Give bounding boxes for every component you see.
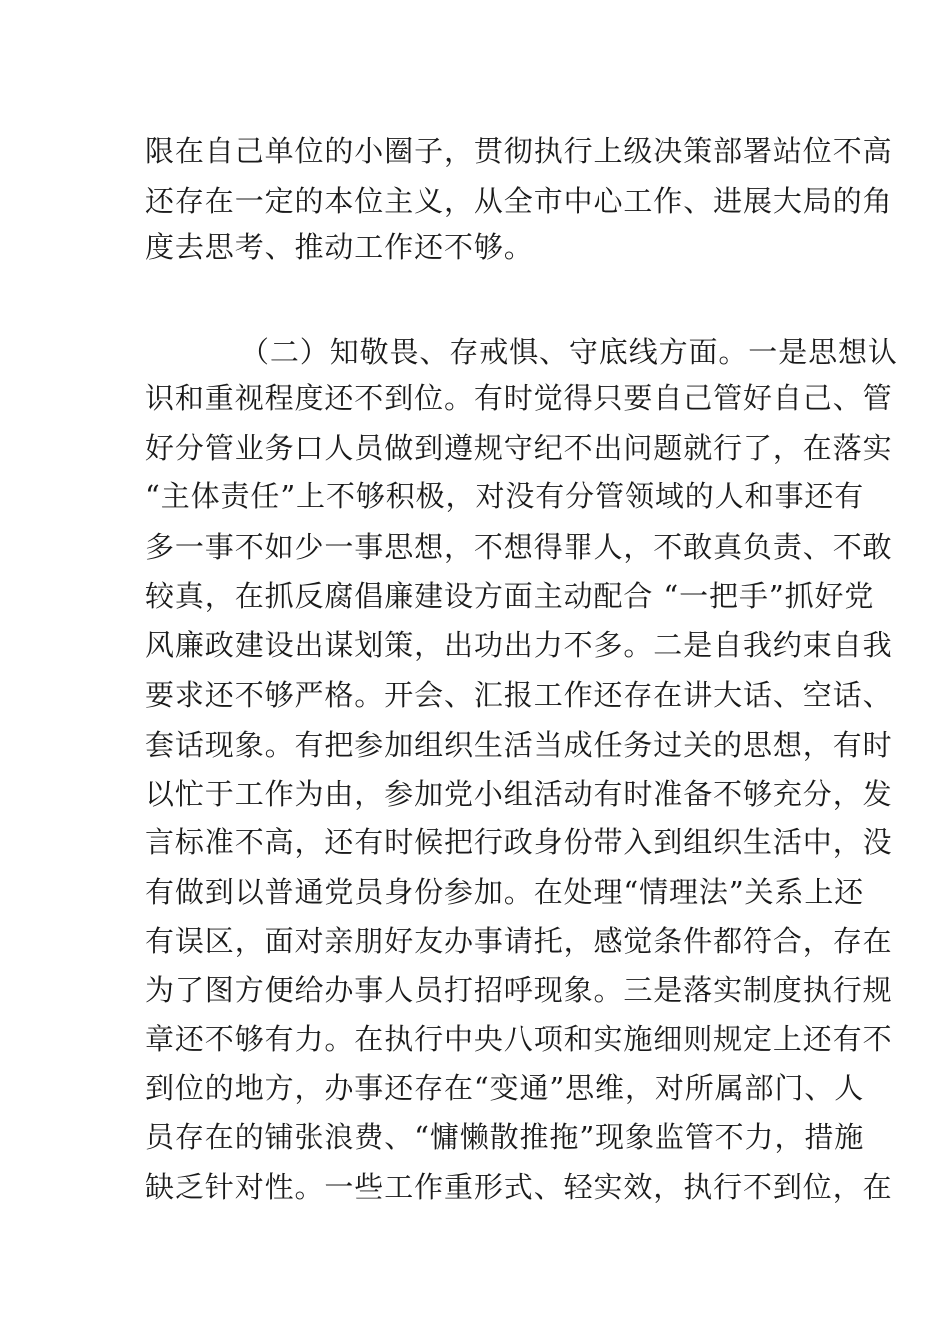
- paragraph-2-line: 员存在的铺张浪费、“慵懒散推拖”现象监管不力，措施: [145, 1120, 865, 1154]
- paragraph-2-line: 好分管业务口人员做到遵规守纪不出问题就行了，在落实: [145, 431, 893, 465]
- paragraph-1-line: 限在自己单位的小圈子，贯彻执行上级决策部署站位不高: [145, 134, 893, 168]
- paragraph-2-line: 章还不够有力。在执行中央八项和实施细则规定上还有不: [145, 1022, 893, 1056]
- paragraph-2-line: 缺乏针对性。一些工作重形式、轻实效，执行不到位，在: [145, 1170, 893, 1204]
- paragraph-2-line: 以忙于工作为由，参加党小组活动有时准备不够充分，发: [145, 777, 893, 811]
- paragraph-2-line: 言标准不高，还有时候把行政身份带入到组织生活中，没: [145, 825, 893, 859]
- paragraph-2-line: 为了图方便给办事人员打招呼现象。三是落实制度执行规: [145, 973, 893, 1007]
- paragraph-2-line: 较真，在抓反腐倡廉建设方面主动配合 “一把手”抓好党: [145, 579, 875, 613]
- paragraph-1-line: 度去思考、推动工作还不够。: [145, 230, 534, 264]
- paragraph-2-line: 多一事不如少一事思想，不想得罪人，不敢真负责、不敢: [145, 530, 893, 564]
- paragraph-2-line: “主体责任”上不够积极，对没有分管领域的人和事还有: [145, 479, 865, 513]
- paragraph-1-line: 还存在一定的本位主义，从全市中心工作、进展大局的角: [145, 184, 893, 218]
- paragraph-2-line: 有误区，面对亲朋好友办事请托，感觉条件都符合，存在: [145, 924, 893, 958]
- paragraph-2-line: 风廉政建设出谋划策，出功出力不多。二是自我约束自我: [145, 628, 893, 662]
- paragraph-2-first-line: （二）知敬畏、存戒惧、守底线方面。一是思想认: [240, 335, 898, 369]
- paragraph-2-line: 到位的地方，办事还存在“变通”思维，对所属部门、人: [145, 1071, 865, 1105]
- paragraph-2-line: 识和重视程度还不到位。有时觉得只要自己管好自己、管: [145, 381, 893, 415]
- paragraph-2-line: 套话现象。有把参加组织生活当成任务过关的思想，有时: [145, 728, 893, 762]
- paragraph-2-line: 有做到以普通党员身份参加。在处理“情理法”关系上还: [145, 875, 865, 909]
- paragraph-2-line: 要求还不够严格。开会、汇报工作还存在讲大话、空话、: [145, 678, 893, 712]
